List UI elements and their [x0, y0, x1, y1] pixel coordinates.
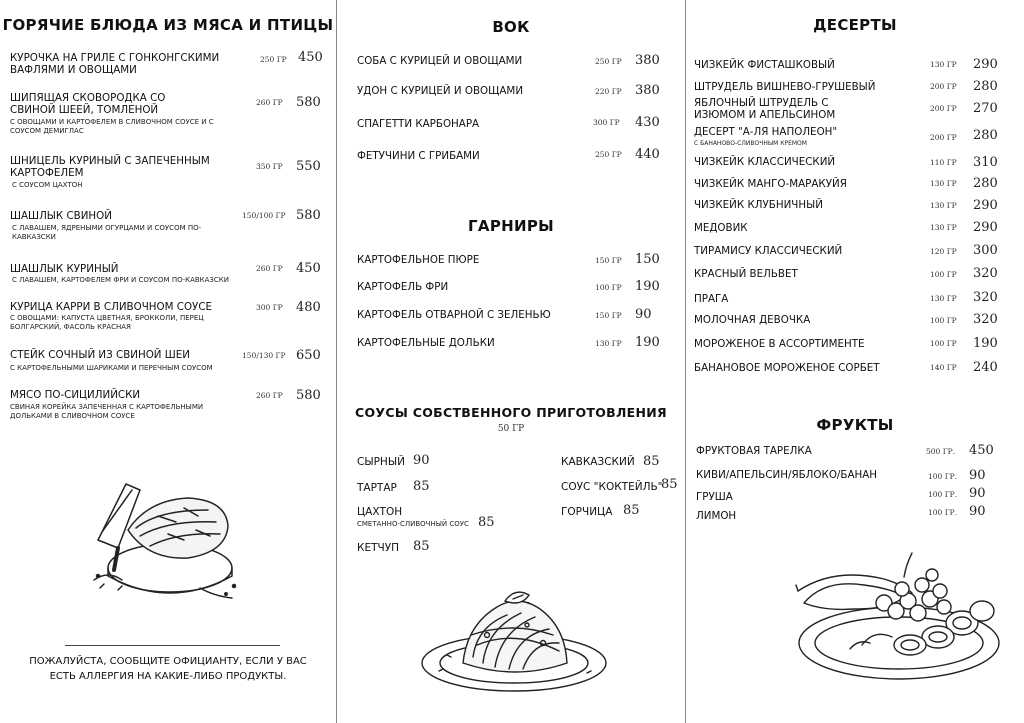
- wok-item-3-price: 440: [635, 147, 660, 162]
- side-item-3-name: КАРТОФЕЛЬНЫЕ ДОЛЬКИ: [357, 337, 495, 349]
- fruits-title: ФРУКТЫ: [816, 416, 894, 434]
- hot-item-7-desc: СВИНАЯ КОРЕЙКА ЗАПЕЧЕННАЯ С КАРТОФЕЛЬНЫМИ ДОЛЬКАМИ В СЛИВОЧНОМ СОУСЕ: [10, 403, 204, 420]
- side-item-0-price: 150: [635, 252, 660, 267]
- wok-item-0-price: 380: [635, 53, 660, 68]
- desserts-title: ДЕСЕРТЫ: [813, 16, 897, 34]
- hot-item-1-name: ШИПЯЩАЯ СКОВОРОДКА СО СВИНОЙ ШЕЕЙ, ТОМЛЕНОЙ: [10, 92, 166, 116]
- fruit-2-weight: 100 ГР.: [928, 490, 958, 499]
- steak-on-board-icon: [88, 470, 243, 605]
- dessert-5-price: 280: [973, 176, 998, 191]
- fruit-3-price: 90: [969, 504, 986, 519]
- side-item-0-name: КАРТОФЕЛЬНОЕ ПЮРЕ: [357, 254, 480, 266]
- wok-item-1-weight: 220 ГР: [595, 87, 622, 96]
- side-item-2-name: КАРТОФЕЛЬ ОТВАРНОЙ С ЗЕЛЕНЬЮ: [357, 309, 551, 321]
- dessert-11-name: МОЛОЧНАЯ ДЕВОЧКА: [694, 314, 811, 326]
- hot-item-0-price: 450: [298, 50, 323, 65]
- hot-item-1-weight: 260 ГР: [256, 98, 283, 107]
- hot-item-1-desc: С ОВОЩАМИ И КАРТОФЕЛЕМ В СЛИВОЧНОМ СОУСЕ И С СОУСОМ ДЕМИГЛАС: [10, 118, 214, 135]
- dessert-9-name: КРАСНЫЙ ВЕЛЬВЕТ: [694, 268, 798, 280]
- hot-item-4-name: ШАШЛЫК КУРИНЫЙ: [10, 263, 119, 275]
- hot-item-2-name: ШНИЦЕЛЬ КУРИНЫЙ С ЗАПЕЧЕННЫМ КАРТОФЕЛЕМ: [10, 155, 210, 179]
- hot-item-6-price: 650: [296, 348, 321, 363]
- wok-item-3-name: ФЕТУЧИНИ С ГРИБАМИ: [357, 150, 480, 162]
- hot-item-5-name: КУРИЦА КАРРИ В СЛИВОЧНОМ СОУСЕ: [10, 301, 213, 313]
- allergy-note: ПОЖАЛУЙСТА, СООБЩИТЕ ОФИЦИАНТУ, ЕСЛИ У ВАС ЕСТЬ АЛЛЕРГИЯ НА КАКИЕ-ЛИБО ПРОДУКТЫ.: [29, 656, 307, 682]
- wok-item-2-price: 430: [635, 115, 660, 130]
- fruit-2-name: ГРУША: [696, 491, 733, 503]
- fruit-1-weight: 100 ГР.: [928, 472, 958, 481]
- dessert-8-weight: 120 ГР: [930, 247, 957, 256]
- dessert-12-weight: 100 ГР: [930, 339, 957, 348]
- sauce-5-name: СОУС "КОКТЕЙЛЬ": [561, 481, 663, 493]
- fruit-2-price: 90: [969, 486, 986, 501]
- hot-item-7-price: 580: [296, 388, 321, 403]
- sauce-3-price: 85: [413, 539, 430, 554]
- pasta-plate-icon: [417, 585, 612, 695]
- side-item-3-price: 190: [635, 335, 660, 350]
- dessert-11-weight: 100 ГР: [930, 316, 957, 325]
- dessert-3-weight: 200 ГР: [930, 133, 957, 142]
- fruit-1-name: КИВИ/АПЕЛЬСИН/ЯБЛОКО/БАНАН: [696, 469, 878, 481]
- hot-item-1-price: 580: [296, 95, 321, 110]
- sauce-0-price: 90: [413, 453, 430, 468]
- fruit-plate-icon: [794, 545, 1004, 690]
- dessert-7-name: МЕДОВИК: [694, 222, 748, 234]
- wok-item-3-weight: 250 ГР: [595, 150, 622, 159]
- dessert-2-name: ЯБЛОЧНЫЙ ШТРУДЕЛЬ С ИЗЮМОМ И АПЕЛЬСИНОМ: [694, 97, 836, 121]
- hot-item-6-name: СТЕЙК СОЧНЫЙ ИЗ СВИНОЙ ШЕИ: [10, 349, 191, 361]
- wok-item-0-name: СОБА С КУРИЦЕЙ И ОВОЩАМИ: [357, 55, 523, 67]
- hot-item-4-price: 450: [296, 261, 321, 276]
- sauce-1-name: ТАРТАР: [357, 482, 397, 494]
- dessert-0-price: 290: [973, 57, 998, 72]
- dessert-4-price: 310: [973, 155, 998, 170]
- dessert-5-weight: 130 ГР: [930, 179, 957, 188]
- dessert-6-weight: 130 ГР: [930, 201, 957, 210]
- dessert-1-weight: 200 ГР: [930, 82, 957, 91]
- dessert-10-price: 320: [973, 290, 998, 305]
- side-item-1-name: КАРТОФЕЛЬ ФРИ: [357, 281, 449, 293]
- hot-item-6-desc: С КАРТОФЕЛЬНЫМИ ШАРИКАМИ И ПЕРЕЧНЫМ СОУСОМ: [10, 364, 213, 372]
- sauce-0-name: СЫРНЫЙ: [357, 456, 405, 468]
- hot-item-3-desc: С ЛАВАШЕМ, ЯДРЕНЫМИ ОГУРЦАМИ И СОУСОМ ПО-КАВКАЗСКИ: [12, 224, 202, 241]
- wok-sides-sauces-column: [337, 0, 685, 723]
- hot-item-0-name: КУРОЧКА НА ГРИЛЕ С ГОНКОНГСКИМИ ВАФЛЯМИ И ОВОЩАМИ: [10, 52, 220, 76]
- wok-item-0-weight: 250 ГР: [595, 57, 622, 66]
- hot-item-0-weight: 250 ГР: [260, 55, 287, 64]
- desserts-fruits-column: [686, 0, 1024, 723]
- dessert-12-name: МОРОЖЕНОЕ В АССОРТИМЕНТЕ: [694, 338, 865, 350]
- hot-item-2-weight: 350 ГР: [256, 162, 283, 171]
- dessert-7-weight: 130 ГР: [930, 223, 957, 232]
- dessert-3-desc: С БАНАНОВО-СЛИВОЧНЫМ КРЕМОМ: [694, 140, 807, 147]
- hot-item-2-desc: С СОУСОМ ЦАХТОН: [12, 181, 83, 189]
- dessert-12-price: 190: [973, 336, 998, 351]
- side-item-2-weight: 150 ГР: [595, 311, 622, 320]
- wok-item-2-name: СПАГЕТТИ КАРБОНАРА: [357, 118, 480, 130]
- hot-item-7-weight: 260 ГР: [256, 391, 283, 400]
- dessert-0-weight: 130 ГР: [930, 60, 957, 69]
- side-item-1-weight: 100 ГР: [595, 283, 622, 292]
- side-item-1-price: 190: [635, 279, 660, 294]
- divider: [65, 645, 280, 646]
- hot-item-4-weight: 260 ГР: [256, 264, 283, 273]
- sauce-2-name: ЦАХТОН: [357, 506, 403, 518]
- dessert-10-name: ПРАГА: [694, 293, 729, 305]
- wok-title: ВОК: [492, 18, 530, 36]
- side-item-2-price: 90: [635, 307, 652, 322]
- wok-item-1-price: 380: [635, 83, 660, 98]
- wok-item-2-weight: 300 ГР: [593, 118, 620, 127]
- sauce-4-price: 85: [643, 454, 660, 469]
- fruit-3-name: ЛИМОН: [696, 510, 737, 522]
- hot-item-3-weight: 150/100 ГР: [242, 211, 286, 220]
- sauce-6-name: ГОРЧИЦА: [561, 506, 613, 518]
- hot-item-3-name: ШАШЛЫК СВИНОЙ: [10, 210, 112, 222]
- dessert-5-name: ЧИЗКЕЙК МАНГО-МАРАКУЙЯ: [694, 178, 847, 190]
- sauce-6-price: 85: [623, 503, 640, 518]
- dessert-2-weight: 200 ГР: [930, 104, 957, 113]
- sauce-2-desc: СМЕТАННО-СЛИВОЧНЫЙ СОУС: [357, 520, 469, 528]
- dessert-6-price: 290: [973, 198, 998, 213]
- side-item-3-weight: 130 ГР: [595, 339, 622, 348]
- hot-item-4-desc: С ЛАВАШЕМ, КАРТОФЕЛЕМ ФРИ И СОУСОМ ПО-КАВКАЗСКИ: [12, 276, 230, 284]
- hot-item-2-price: 550: [296, 159, 321, 174]
- dessert-10-weight: 130 ГР: [930, 294, 957, 303]
- hot-item-6-weight: 150/130 ГР: [242, 351, 286, 360]
- dessert-13-price: 240: [973, 360, 998, 375]
- fruit-3-weight: 100 ГР.: [928, 508, 958, 517]
- dessert-4-weight: 110 ГР: [930, 158, 957, 167]
- dessert-1-price: 280: [973, 79, 998, 94]
- sauce-1-price: 85: [413, 479, 430, 494]
- dessert-2-price: 270: [973, 101, 998, 116]
- hot-item-5-weight: 300 ГР: [256, 303, 283, 312]
- hot-item-5-price: 480: [296, 300, 321, 315]
- dessert-6-name: ЧИЗКЕЙК КЛУБНИЧНЫЙ: [694, 199, 823, 211]
- side-item-0-weight: 150 ГР: [595, 256, 622, 265]
- fruit-0-name: ФРУКТОВАЯ ТАРЕЛКА: [696, 445, 812, 457]
- dessert-0-name: ЧИЗКЕЙК ФИСТАШКОВЫЙ: [694, 59, 835, 71]
- sauces-title: СОУСЫ СОБСТВЕННОГО ПРИГОТОВЛЕНИЯ: [355, 405, 667, 420]
- wok-item-1-name: УДОН С КУРИЦЕЙ И ОВОЩАМИ: [357, 85, 524, 97]
- dessert-8-name: ТИРАМИСУ КЛАССИЧЕСКИЙ: [694, 245, 843, 257]
- dessert-4-name: ЧИЗКЕЙК КЛАССИЧЕСКИЙ: [694, 156, 836, 168]
- hot-dishes-column: [0, 0, 336, 723]
- dessert-3-name: ДЕСЕРТ "А-ЛЯ НАПОЛЕОН": [694, 126, 838, 138]
- dessert-11-price: 320: [973, 312, 998, 327]
- dessert-13-name: БАНАНОВОЕ МОРОЖЕНОЕ СОРБЕТ: [694, 362, 880, 374]
- hot-item-5-desc: С ОВОЩАМИ: КАПУСТА ЦВЕТНАЯ, БРОККОЛИ, ПЕРЕЦ БОЛГАРСКИЙ, ФАСОЛЬ КРАСНАЯ: [10, 314, 204, 331]
- dessert-9-weight: 100 ГР: [930, 270, 957, 279]
- fruit-0-weight: 500 ГР.: [926, 447, 956, 456]
- sauce-5-price: 85: [661, 477, 678, 492]
- fruit-0-price: 450: [969, 443, 994, 458]
- sides-title: ГАРНИРЫ: [468, 217, 554, 235]
- dessert-1-name: ШТРУДЕЛЬ ВИШНЕВО-ГРУШЕВЫЙ: [694, 81, 876, 93]
- hot-item-7-name: МЯСО ПО-СИЦИЛИЙСКИ: [10, 389, 141, 401]
- fruit-1-price: 90: [969, 468, 986, 483]
- hot-dishes-title: ГОРЯЧИЕ БЛЮДА ИЗ МЯСА И ПТИЦЫ: [2, 16, 334, 34]
- hot-item-3-price: 580: [296, 208, 321, 223]
- sauce-4-name: КАВКАЗСКИЙ: [561, 456, 635, 468]
- sauce-2-price: 85: [478, 515, 495, 530]
- dessert-8-price: 300: [973, 243, 998, 258]
- dessert-7-price: 290: [973, 220, 998, 235]
- dessert-13-weight: 140 ГР: [930, 363, 957, 372]
- sauce-3-name: КЕТЧУП: [357, 542, 399, 554]
- dessert-3-price: 280: [973, 128, 998, 143]
- dessert-9-price: 320: [973, 266, 998, 281]
- sauces-weight: 50 ГР: [497, 424, 525, 434]
